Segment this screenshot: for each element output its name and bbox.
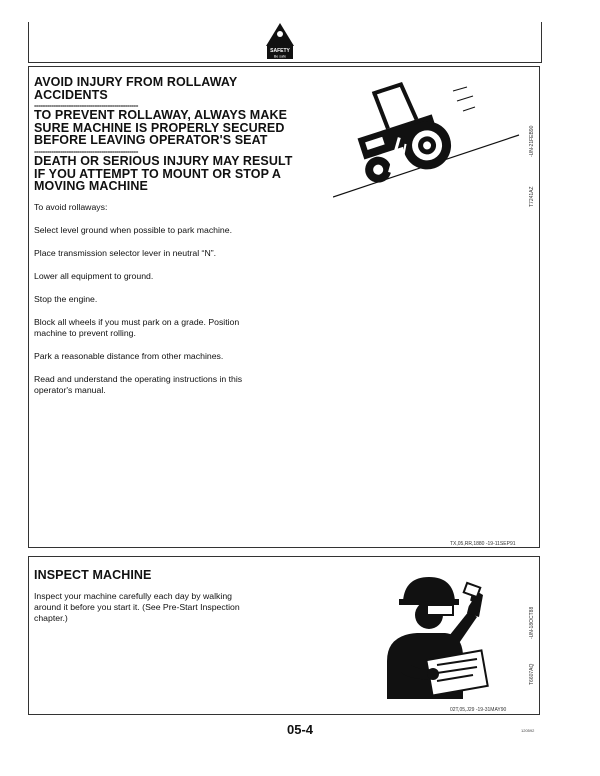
inspect-line-2: around it before you start it. (See Pre-Start Inspection [34, 602, 240, 612]
step-park-distance: Park a reasonable distance from other machines. [34, 351, 224, 361]
inspect-image-code-2: T6607AQ [529, 663, 535, 685]
warning-1-line-1: TO PREVENT ROLLAWAY, ALWAYS MAKE [34, 108, 288, 122]
warning-1-line-3: BEFORE LEAVING OPERATOR'S SEAT [34, 133, 268, 147]
inspect-heading: INSPECT MACHINE [34, 568, 152, 582]
separator-dashes-2: ------------------------------------------------ [34, 148, 138, 155]
warning-2-line-3: MOVING MACHINE [34, 179, 148, 193]
step-neutral: Place transmission selector lever in neutral “N”. [34, 248, 217, 258]
warning-2 [34, 155, 293, 193]
warning-1 [34, 109, 287, 147]
emblem-text-1: SAFETY [270, 48, 290, 54]
footer-code: 120592 [521, 728, 535, 733]
read-line-1: Read and understand the operating instructions in this [34, 374, 243, 384]
warning-1-line-2: SURE MACHINE IS PROPERLY SECURED [34, 120, 285, 135]
step-lower-equipment: Lower all equipment to ground. [34, 271, 154, 281]
inspect-body [34, 591, 240, 624]
rollaway-heading [34, 76, 237, 101]
step-block-wheels [34, 317, 239, 339]
block-line-2: machine to prevent rolling. [34, 328, 136, 338]
inspect-line-3: chapter.) [34, 613, 68, 623]
step-stop-engine: Stop the engine. [34, 294, 98, 304]
rollaway-section [28, 66, 540, 548]
read-line-2: operator's manual. [34, 385, 106, 395]
heading-line-1: AVOID INJURY FROM ROLLAWAY [34, 75, 238, 89]
inspect-image-code-1: -UN-18OCT88 [529, 606, 535, 639]
page-number: 05-4 [286, 722, 314, 737]
safety-alert-icon [265, 22, 295, 60]
inspect-reference-code: 02T,05,J29 -19-31MAY90 [450, 707, 507, 713]
block-line-1: Block all wheels if you must park on a grade. Position [34, 317, 240, 327]
inspect-line-1: Inspect your machine carefully each day by walking [34, 591, 232, 601]
step-level-ground: Select level ground when possible to park machine. [34, 225, 232, 235]
image-code-2: T7241AZ [529, 186, 535, 207]
heading-line-2: ACCIDENTS [34, 87, 108, 102]
rollaway-tractor-illustration [333, 79, 523, 207]
emblem-text-2: Be safe [273, 54, 287, 59]
reference-code: TX,05,RR,1880 -19-11SEP91 [450, 541, 516, 547]
warning-2-line-2: IF YOU ATTEMPT TO MOUNT OR STOP A [34, 166, 282, 181]
image-code-1: -UN-21FEB90 [529, 125, 535, 157]
separator-dashes-1: ------------------------------------------------ [34, 102, 138, 109]
inspector-illustration [373, 571, 513, 701]
step-read-manual [34, 374, 242, 396]
intro-text: To avoid rollaways: [34, 202, 108, 212]
warning-2-line-1: DEATH OR SERIOUS INJURY MAY RESULT [34, 154, 293, 168]
inspect-machine-section [28, 556, 540, 715]
